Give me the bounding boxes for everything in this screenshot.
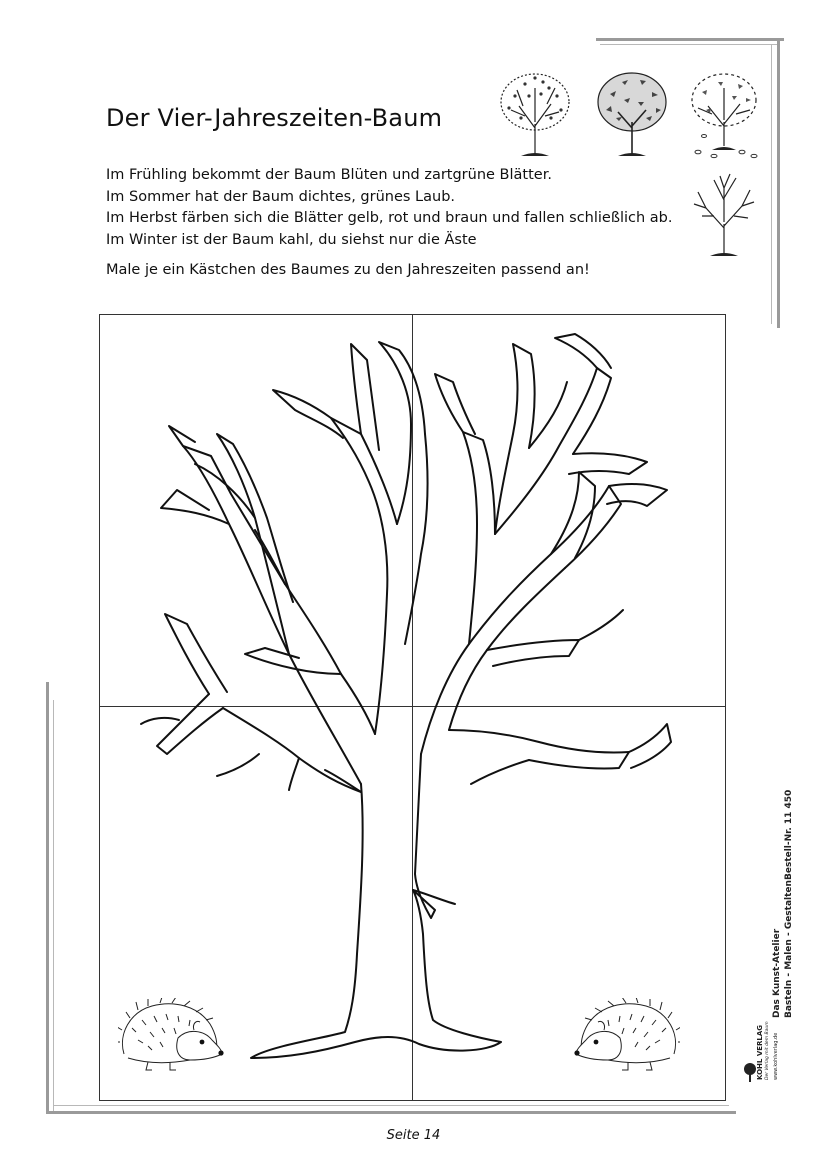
frame-top-line <box>596 38 784 41</box>
summer-tree-illustration <box>592 66 672 162</box>
spring-tree-illustration <box>495 66 575 162</box>
instruction-autumn: Im Herbst färben sich die Blätter gelb, rot und braun und fallen schließlich ab. <box>106 210 673 226</box>
winter-tree-illustration <box>684 170 764 262</box>
frame-bottom-line-inner <box>53 1105 729 1106</box>
frame-top-line-inner <box>600 44 778 45</box>
instructions <box>106 165 673 251</box>
instruction-summer: Im Sommer hat der Baum dichtes, grünes Laub. <box>106 188 456 205</box>
frame-bottom-line <box>46 1111 736 1114</box>
publisher-tagline: Der Verlag mit dem Baum <box>765 1021 770 1080</box>
hedgehog-left-illustration <box>118 998 226 1074</box>
instruction-winter: Im Winter ist der Baum kahl, du siehst nur die Äste <box>106 231 477 248</box>
frame-left-line <box>46 682 49 1114</box>
tree-outline-drawing <box>99 314 726 1101</box>
frame-right-line <box>777 38 780 328</box>
publisher-website: www.kohlverlag.de <box>773 1032 779 1080</box>
page-number: Seite 14 <box>386 1128 441 1143</box>
instruction-spring: Im Frühling bekommt der Baum Blüten und zartgrüne Blätter. <box>106 167 552 183</box>
series-subtitle: Basteln - Malen - Gestalten <box>784 880 794 1018</box>
frame-left-line-inner <box>53 700 54 1114</box>
page-title: Der Vier-Jahreszeiten-Baum <box>106 104 443 132</box>
publisher-name: KOHL VERLAG <box>756 1024 764 1080</box>
hedgehog-right-illustration <box>572 998 680 1074</box>
autumn-tree-illustration <box>684 66 764 162</box>
series-title: Das Kunst-Atelier <box>772 928 782 1018</box>
task-instruction: Male je ein Kästchen des Baumes zu den Jahreszeiten passend an! <box>106 262 590 278</box>
frame-right-line-inner <box>771 44 772 324</box>
order-number: Bestell-Nr. 11 450 <box>784 789 794 880</box>
